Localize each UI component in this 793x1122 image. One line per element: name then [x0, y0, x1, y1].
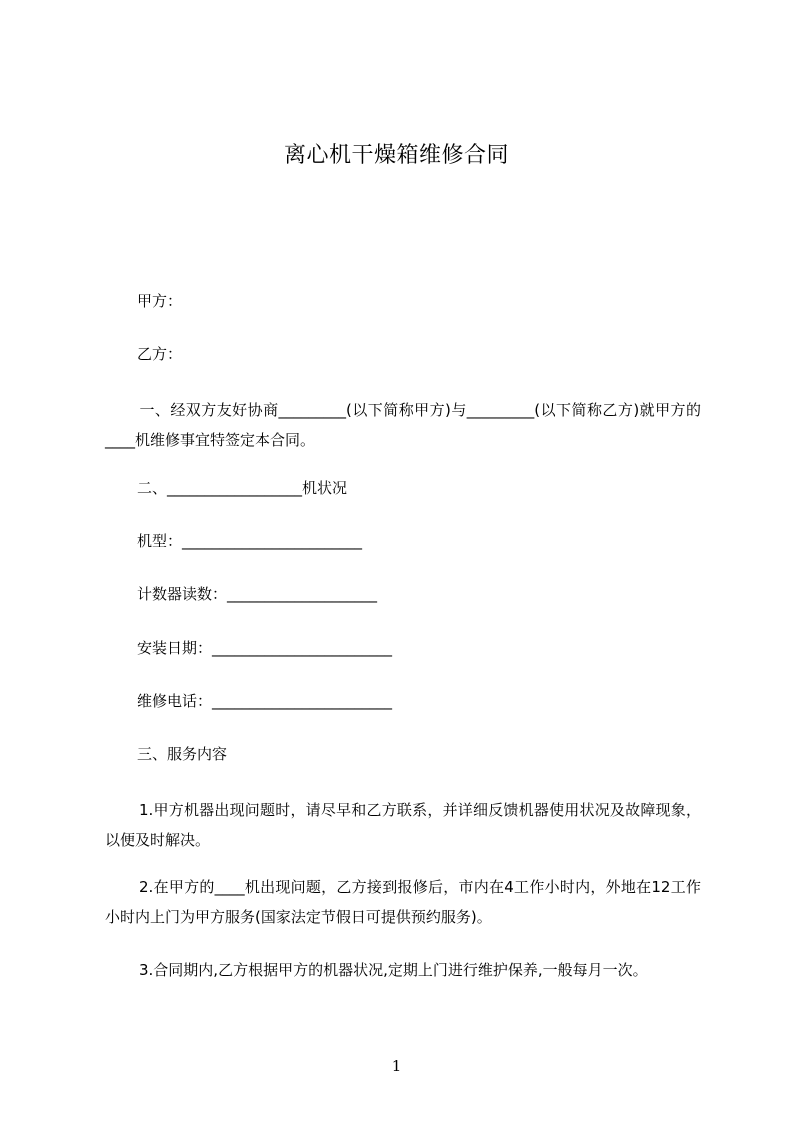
page-number: 1 [391, 1057, 402, 1075]
section-2-heading: 二、__________________机状况 [137, 479, 348, 497]
service-item-3-text: 3.合同期内,乙方根据甲方的机器状况,定期上门进行维护保养,一般每月一次。 [139, 961, 648, 979]
party-b-label: 乙方： [137, 345, 183, 363]
section-3-heading: 三、服务内容 [137, 745, 228, 763]
party-a-label: 甲方： [137, 292, 183, 310]
document-title: 离心机干燥箱维修合同 [283, 143, 509, 168]
service-item-2 [105, 872, 701, 932]
section-1-text: 一、经双方友好协商_________(以下简称甲方)与_________(以下简称乙方)就甲方的____机维修事宜特签定本合同。 [105, 401, 701, 449]
install-date-field: 安装日期：________________________ [137, 639, 393, 657]
service-item-1-text: 1.甲方机器出现问题时，请尽早和乙方联系，并详细反馈机器使用状况及故障现象，以便及时解决。 [105, 801, 701, 849]
repair-phone-field: 维修电话：________________________ [137, 692, 393, 710]
machine-model-field: 机型：________________________ [137, 532, 363, 550]
service-item-2-text: 2.在甲方的____机出现问题，乙方接到报修后，市内在4工作小时内，外地在12工作小时内上门为甲方服务(国家法定节假日可提供预约服务)。 [105, 878, 701, 926]
counter-reading-field: 计数器读数：____________________ [137, 585, 378, 603]
service-item-1 [105, 795, 701, 855]
service-item-3 [105, 955, 701, 985]
section-1-paragraph [105, 395, 701, 455]
